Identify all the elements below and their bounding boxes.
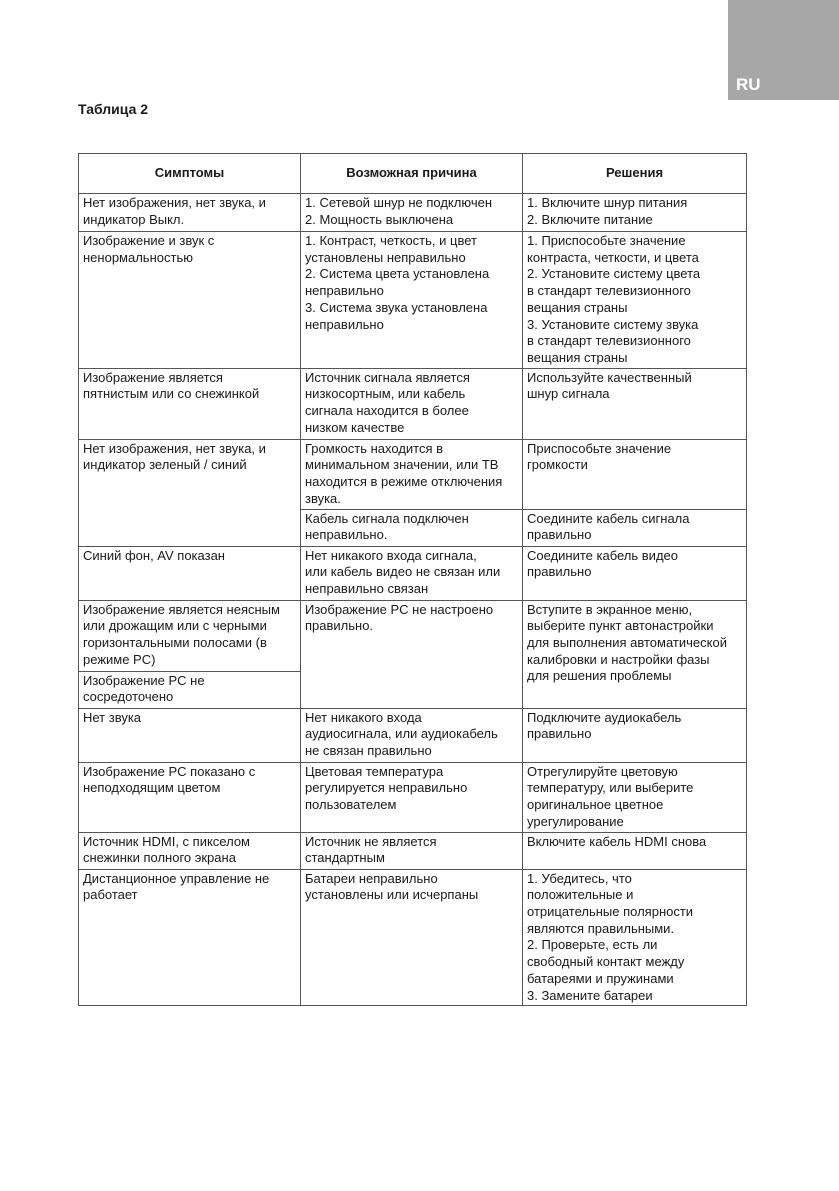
cause-cell: Нет никакого входа сигнала, или кабель видео не связан или неправильно связан [301, 546, 523, 600]
solution-cell: 1. Приспособьте значение контраста, четкости, и цвета 2. Установите систему цвета в стандарт телевизионного вещания страны 3. Установите систему звука в стандарт телевизионного вещания страны [523, 232, 747, 369]
solution-cell: 1. Убедитесь, что положительные и отрицательные полярности являются правильными. 2. Проверьте, есть ли свободный контакт между батареями и пружинами 3. Замените батареи [523, 869, 747, 1006]
cause-cell: Батареи неправильно установлены или исчерпаны [301, 869, 523, 1006]
header-cause: Возможная причина [301, 154, 523, 194]
cause-cell: Кабель сигнала подключен неправильно. [301, 509, 523, 546]
cause-cell: Цветовая температура регулируется неправильно пользователем [301, 762, 523, 832]
cause-cell: Источник сигнала является низкосортным, или кабель сигнала находится в более низком качестве [301, 368, 523, 439]
table-row [79, 762, 747, 832]
table-row [79, 439, 747, 509]
cause-cell: Громкость находится в минимальном значении, или ТВ находится в режиме отключения звука. [301, 439, 523, 509]
symptom-cell: Синий фон, AV показан [79, 546, 301, 600]
header-row [79, 154, 747, 194]
solution-cell: Соедините кабель сигнала правильно [523, 509, 747, 546]
table-row [79, 232, 747, 369]
solution-cell: Используйте качественный шнур сигнала [523, 368, 747, 439]
table-row [79, 600, 747, 671]
symptom-cell: Нет изображения, нет звука, и индикатор Выкл. [79, 194, 301, 232]
header-symptoms: Симптомы [79, 154, 301, 194]
table-row [79, 368, 747, 439]
symptom-cell: Источник HDMI, с пикселом снежинки полного экрана [79, 832, 301, 869]
symptom-cell: Изображение PC не сосредоточено [79, 671, 301, 708]
solution-cell: Включите кабель HDMI снова [523, 832, 747, 869]
cause-cell: Нет никакого входа аудиосигнала, или аудиокабель не связан правильно [301, 708, 523, 762]
cause-cell: 1. Сетевой шнур не подключен 2. Мощность выключена [301, 194, 523, 232]
solution-cell: Вступите в экранное меню, выберите пункт автонастройки для выполнения автоматической калибровки и настройки фазы для решения проблемы [523, 600, 747, 708]
table-row [79, 546, 747, 600]
table-row [79, 832, 747, 869]
table-row [79, 194, 747, 232]
symptom-cell: Изображение является пятнистым или со снежинкой [79, 368, 301, 439]
symptom-cell: Изображение и звук с ненормальностью [79, 232, 301, 369]
solution-cell: Приспособьте значение громкости [523, 439, 747, 509]
symptom-cell: Изображение PC показано с неподходящим цветом [79, 762, 301, 832]
troubleshooting-table [78, 153, 747, 1006]
table-row [79, 708, 747, 762]
header-solutions: Решения [523, 154, 747, 194]
symptom-cell: Нет изображения, нет звука, и индикатор зеленый / синий [79, 439, 301, 546]
solution-cell: 1. Включите шнур питания 2. Включите питание [523, 194, 747, 232]
table-row [79, 869, 747, 1006]
table-title: Таблица 2 [78, 101, 149, 117]
solution-cell: Соедините кабель видео правильно [523, 546, 747, 600]
symptom-cell: Изображение является неясным или дрожащим или с черными горизонтальными полосами (в режиме PC) [79, 600, 301, 671]
cause-cell: Источник не является стандартным [301, 832, 523, 869]
solution-cell: Отрегулируйте цветовую температуру, или выберите оригинальное цветное урегулирование [523, 762, 747, 832]
cause-cell: 1. Контраст, четкость, и цвет установлены неправильно 2. Система цвета установлена неправильно 3. Система звука установлена неправильно [301, 232, 523, 369]
symptom-cell: Нет звука [79, 708, 301, 762]
language-tab: RU [728, 0, 839, 100]
solution-cell: Подключите аудиокабель правильно [523, 708, 747, 762]
cause-cell: Изображение PC не настроено правильно. [301, 600, 523, 708]
symptom-cell: Дистанционное управление не работает [79, 869, 301, 1006]
